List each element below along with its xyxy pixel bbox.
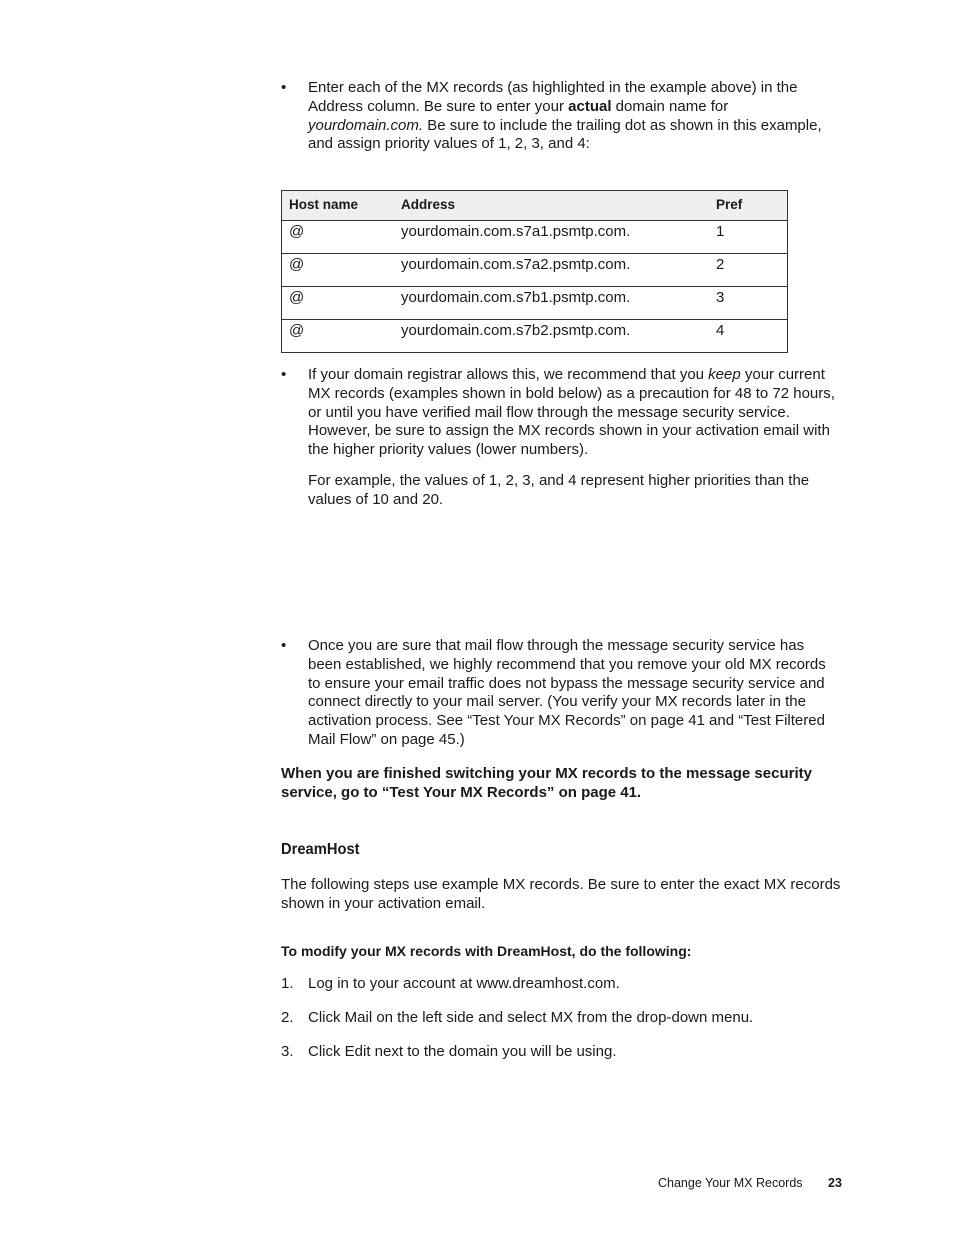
column-header-address: Address: [394, 191, 709, 221]
step-2: [281, 1009, 841, 1028]
mx-records-table: [281, 190, 788, 353]
section-intro: The following steps use example MX records. Be sure to enter the exact MX records shown in your activation email.: [281, 876, 841, 912]
step-text: Log in to your account at www.dreamhost.com.: [308, 975, 620, 992]
column-header-pref: Pref: [709, 191, 788, 221]
step-1: [281, 975, 841, 994]
bullet-enter-mx-records: [281, 79, 841, 154]
bullet-keep-current-records: [281, 366, 841, 510]
bullet-text: [308, 79, 841, 154]
bullet-text: [308, 637, 841, 750]
cell-pref: 1: [709, 221, 788, 254]
text-run: domain name for: [611, 97, 729, 115]
cell-pref: 4: [709, 320, 788, 353]
bullet-marker: •: [281, 637, 287, 654]
table-row: [282, 221, 788, 254]
step-text: Click Edit next to the domain you will be using.: [308, 1043, 617, 1060]
text-run: your current MX records (examples shown in bold below) as a precaution for 48 to 72 hours, or until you have verified mail flow through the message security service. However, be sure to assign the MX records shown in your activation email with the higher priority values (lower numbers).: [308, 366, 835, 459]
step-3: [281, 1043, 841, 1062]
table-row: [282, 287, 788, 320]
finish-note: When you are finished switching your MX records to the message security service, go to “Test Your MX Records” on page 41.: [281, 765, 812, 801]
text-run: If your domain registrar allows this, we recommend that you: [308, 366, 709, 383]
cell-host: @: [282, 254, 395, 287]
column-header-host-name: Host name: [282, 191, 395, 221]
cell-address: yourdomain.com.s7b1.psmtp.com.: [394, 287, 709, 320]
section-heading-dreamhost: DreamHost: [281, 841, 360, 858]
bullet-paragraph: Once you are sure that mail flow through the message security service has been established, we highly recommend that you remove your old MX records to ensure your email traffic does not bypass the message security service and connect directly to your mail server. (You verify your MX records later in the activation process. See “Test Your MX Records” on page 41 and “Test Filtered Mail Flow” on page 45.): [308, 637, 826, 748]
bullet-text: [308, 366, 841, 510]
step-number: 1.: [281, 975, 294, 992]
cell-pref: 2: [709, 254, 788, 287]
procedure-title: To modify your MX records with DreamHost, do the following:: [281, 943, 692, 959]
table-header-row: [282, 191, 788, 221]
cell-host: @: [282, 320, 395, 353]
cell-host: @: [282, 221, 395, 254]
step-number: 2.: [281, 1009, 294, 1026]
footer-page-number: 23: [828, 1176, 842, 1190]
footer-chapter-title: Change Your MX Records: [658, 1176, 803, 1190]
emphasis-actual: actual: [568, 97, 612, 115]
cell-host: @: [282, 287, 395, 320]
cell-address: yourdomain.com.s7a1.psmtp.com.: [394, 221, 709, 254]
cell-pref: 3: [709, 287, 788, 320]
example-paragraph: For example, the values of 1, 2, 3, and 4 represent higher priorities than the values of 10 and 20.: [308, 471, 810, 508]
bullet-marker: •: [281, 366, 287, 383]
bullet-marker: •: [281, 79, 287, 96]
emphasis-keep: keep: [708, 366, 741, 383]
emphasis-domain: yourdomain.com.: [308, 116, 424, 134]
table-row: [282, 320, 788, 353]
text-run: Be sure to include the trailing dot as shown in this example, and assign priority values of 1, 2, 3, and 4:: [308, 116, 822, 153]
text-run: Enter each of the MX records (as highlighted in the example above) in the Address column. Be sure to enter your: [308, 79, 798, 115]
step-text: Click Mail on the left side and select MX from the drop-down menu.: [308, 1009, 754, 1026]
step-number: 3.: [281, 1043, 294, 1060]
table-row: [282, 254, 788, 287]
cell-address: yourdomain.com.s7a2.psmtp.com.: [394, 254, 709, 287]
cell-address: yourdomain.com.s7b2.psmtp.com.: [394, 320, 709, 353]
bullet-remove-old-records: [281, 637, 841, 750]
